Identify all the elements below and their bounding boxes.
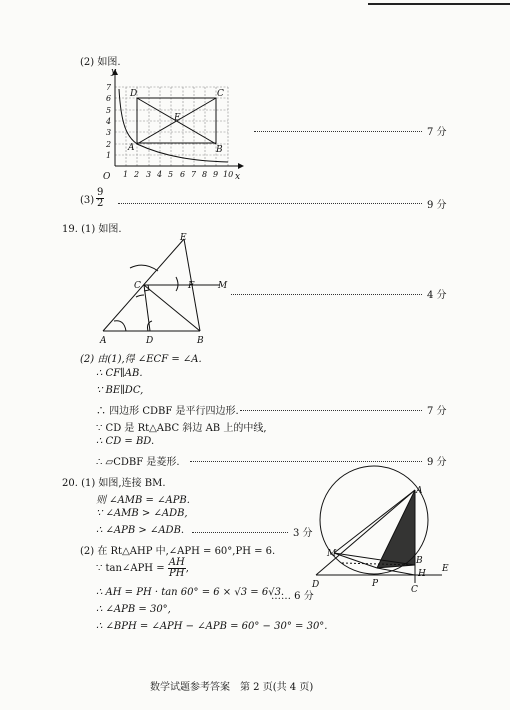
q19-line4: ∴ 四边形 CDBF 是平行四边形. (96, 406, 239, 417)
graph-point-D: D (130, 89, 138, 99)
q18-part3-score: 9 分 (427, 200, 447, 211)
x-tick: 9 (213, 170, 219, 179)
y-tick: 7 (106, 83, 112, 92)
x-tick: 6 (180, 170, 186, 179)
fig20-C: C (411, 585, 418, 595)
q19-label: 19. (1) 如图. (62, 224, 122, 235)
q20-line8: ∴ ∠APB = 30°, (96, 604, 171, 615)
fig20-A: A (416, 486, 423, 496)
q20-line6-prefix: ∵ tan∠APH = (96, 563, 165, 574)
q19-line6: ∴ CD = BD. (96, 436, 155, 447)
q19-line2: ∴ CF∥AB. (96, 368, 143, 379)
q18-part3-label: (3) (80, 195, 95, 206)
graph-x-axis-label: x (235, 172, 241, 182)
q19-line5: ∵ CD 是 Rt△ABC 斜边 AB 上的中线, (96, 423, 267, 434)
q20-line7-score: …… 6 分 (271, 591, 314, 602)
frac-num: AH (168, 557, 185, 568)
y-tick: 5 (106, 106, 112, 115)
leader-dots (192, 532, 288, 533)
x-tick: 10 (223, 170, 234, 179)
q20-line1: 20. (1) 如图,连接 BM. (62, 478, 166, 489)
q18-part2-score: 7 分 (427, 127, 447, 138)
q18-graph (95, 65, 345, 185)
page-footer: 数学试题参考答案 第 2 页(共 4 页) (150, 682, 314, 693)
fig20-E: E (442, 564, 449, 574)
q19-line1: (2) 由(1),得 ∠ECF = ∠A. (80, 354, 202, 365)
fig20-B: B (416, 556, 423, 566)
x-tick: 2 (134, 170, 140, 179)
q20-line4-score: 3 分 (293, 528, 313, 539)
graph-point-C: C (217, 89, 224, 99)
q19-line7-score: 9 分 (427, 457, 447, 468)
q20-line3: ∵ ∠AMB > ∠ADB, (96, 508, 188, 519)
q19-line7: ∴ ▱CDBF 是菱形. (96, 457, 180, 468)
q19-part1-score: 4 分 (427, 290, 447, 301)
q20-line7: ∴ AH = PH · tan 60° = 6 × √3 = 6√3. (96, 587, 285, 598)
frac-den: 2 (97, 198, 104, 209)
y-tick: 2 (106, 140, 112, 149)
q20-line6 (96, 558, 189, 579)
x-tick: 3 (146, 170, 152, 179)
x-tick: 7 (191, 170, 197, 179)
x-tick: 1 (123, 170, 129, 179)
frac-num: 9 (97, 187, 104, 198)
header-rule (368, 3, 510, 5)
fig20-H: H (418, 569, 426, 579)
q20-figure (312, 462, 452, 602)
q20-line9: ∴ ∠BPH = ∠APH − ∠APB = 60° − 30° = 30°. (96, 621, 328, 632)
y-tick: 4 (106, 117, 112, 126)
graph-point-E: E (174, 113, 181, 123)
graph-point-A: A (128, 143, 135, 153)
q20-line6-suffix: , (185, 563, 189, 574)
y-tick: 6 (106, 94, 112, 103)
q19-line3: ∵ BE∥DC, (96, 385, 144, 396)
fig19-E: E (180, 233, 187, 243)
fig19-M: M (218, 281, 228, 291)
fig20-M: M (327, 549, 337, 559)
fig19-B: B (197, 336, 204, 346)
q18-part2-label: (2) 如图. (80, 57, 121, 68)
x-tick: 4 (157, 170, 163, 179)
graph-origin: O (103, 172, 111, 182)
frac-den: PH (169, 568, 185, 579)
y-tick: 1 (106, 151, 112, 160)
q18-part3-fraction (96, 188, 104, 209)
q19-line4-score: 7 分 (427, 406, 447, 417)
x-tick: 5 (168, 170, 174, 179)
q20-line2: 则 ∠AMB = ∠APB. (96, 495, 190, 506)
y-tick: 3 (106, 128, 112, 137)
leader-dots (240, 410, 422, 411)
leader-dots (231, 294, 422, 295)
x-tick: 8 (202, 170, 208, 179)
fig19-A: A (100, 336, 107, 346)
fig19-F: F (188, 281, 195, 291)
fig19-C: C (134, 281, 141, 291)
graph-point-B: B (216, 145, 223, 155)
q19-figure (100, 233, 260, 348)
leader-dots (254, 131, 422, 132)
fig20-D: D (312, 580, 320, 590)
leader-dots (118, 203, 422, 204)
graph-y-axis-label: y (111, 67, 117, 77)
fig20-P: P (372, 579, 379, 589)
fig19-D: D (146, 336, 154, 346)
q20-line4: ∴ ∠APB > ∠ADB. (96, 525, 185, 536)
q20-line5: (2) 在 Rt△AHP 中,∠APH = 60°,PH = 6. (80, 546, 276, 557)
